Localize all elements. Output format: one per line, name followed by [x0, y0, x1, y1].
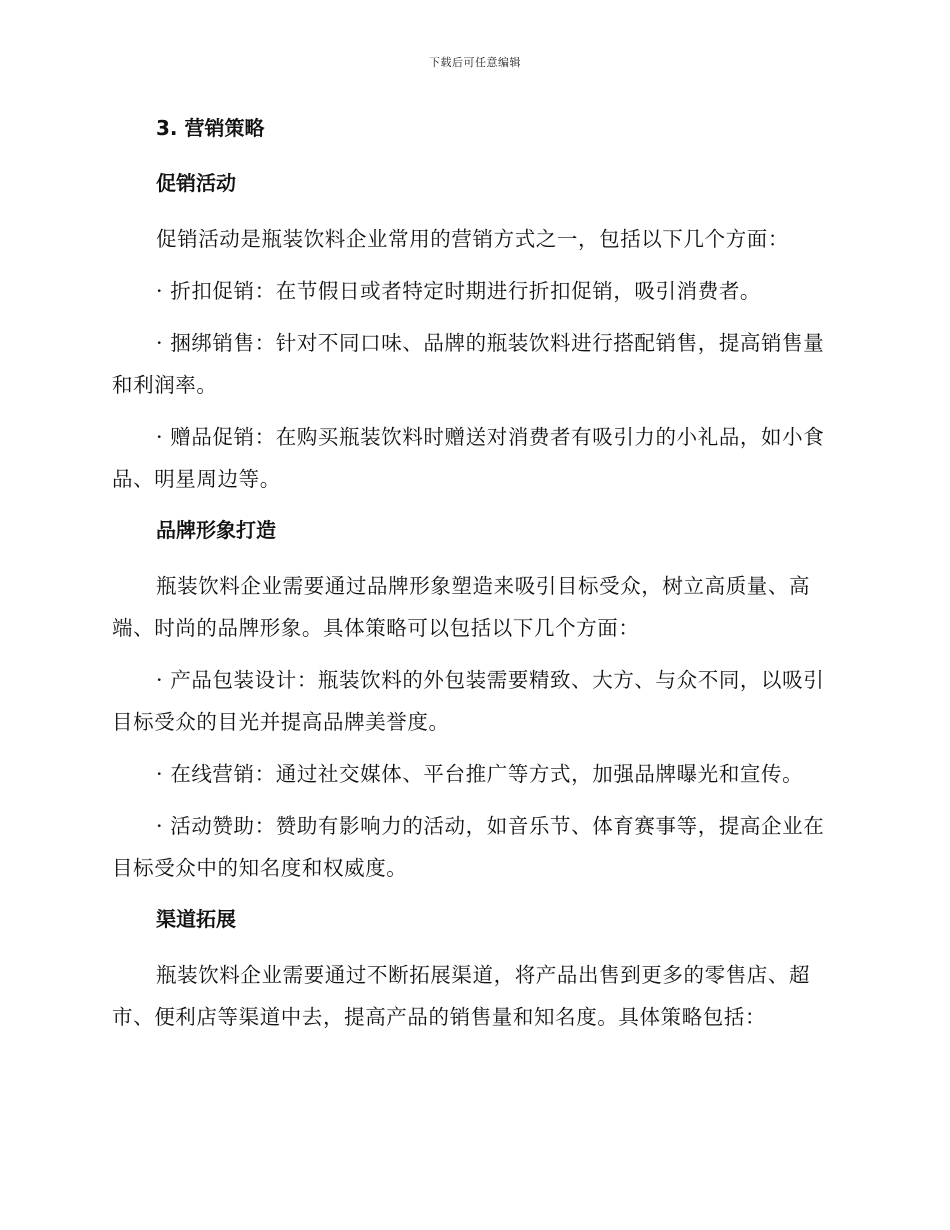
bullet-item: · 折扣促销：在节假日或者特定时期进行折扣促销，吸引消费者。 [156, 279, 762, 303]
paragraph: 瓶装饮料企业需要通过不断拓展渠道，将产品出售到更多的零售店、超市、便利店等渠道中去，提高产品的销售量和知名度。具体策略包括： [112, 963, 811, 1029]
heading-channel-expansion: 渠道拓展 [156, 907, 236, 931]
heading-brand-image: 品牌形象打造 [156, 518, 276, 542]
page-header: 下载后可任意编辑 [429, 56, 521, 69]
bullet-item: · 捆绑销售：针对不同口味、品牌的瓶装饮料进行搭配销售，提高销售量和利润率。 [112, 331, 825, 397]
bullet-item: · 活动赞助：赞助有影响力的活动，如音乐节、体育赛事等，提高企业在目标受众中的知名度和权威度。 [112, 814, 825, 880]
paragraph: 促销活动是瓶装饮料企业常用的营销方式之一，包括以下几个方面： [156, 227, 789, 251]
bullet-item: · 在线营销：通过社交媒体、平台推广等方式，加强品牌曝光和宣传。 [156, 762, 804, 786]
bullet-item: · 赠品促销：在购买瓶装饮料时赠送对消费者有吸引力的小礼品，如小食品、明星周边等。 [112, 425, 825, 491]
bullet-item: · 产品包装设计：瓶装饮料的外包装需要精致、大方、与众不同，以吸引目标受众的目光并提高品牌美誉度。 [112, 668, 825, 734]
paragraph: 瓶装饮料企业需要通过品牌形象塑造来吸引目标受众，树立高质量、高端、时尚的品牌形象。具体策略可以包括以下几个方面： [112, 574, 811, 640]
document-body [112, 108, 830, 1048]
section-title: 3. 营销策略 [156, 116, 265, 140]
heading-promotions: 促销活动 [156, 171, 236, 195]
